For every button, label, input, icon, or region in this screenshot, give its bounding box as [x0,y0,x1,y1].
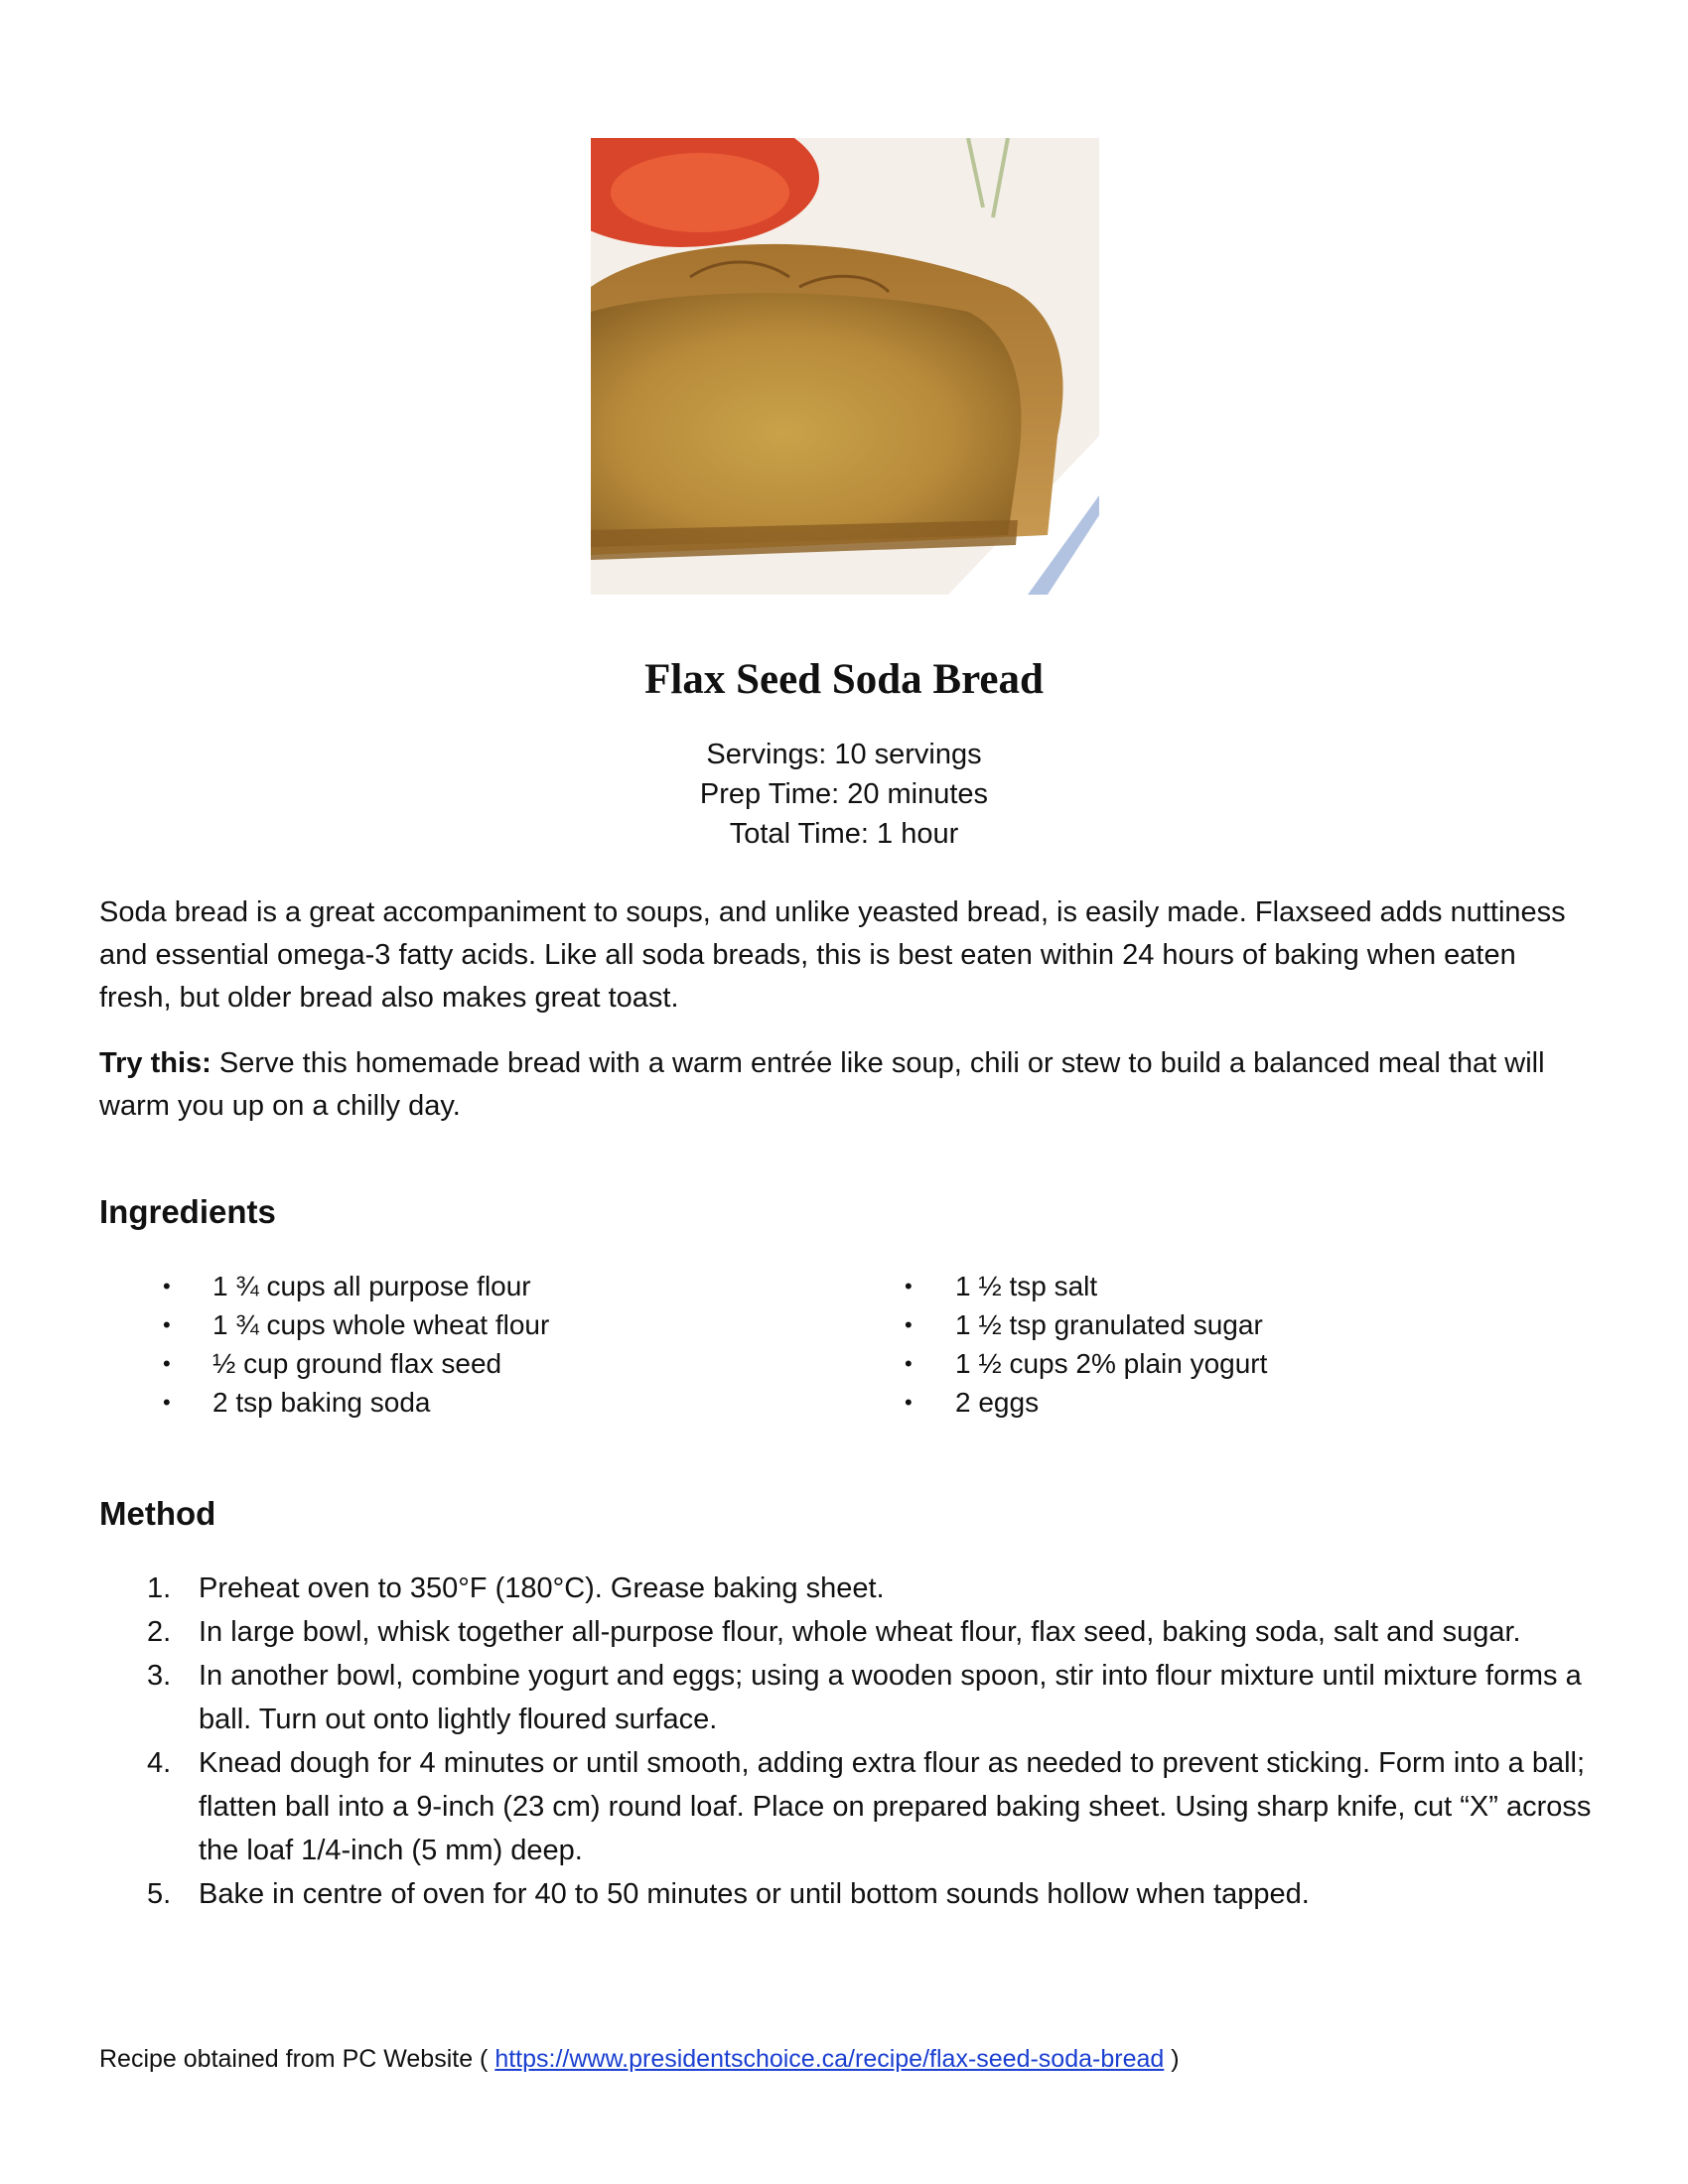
method-step [99,1872,1594,1916]
ingredients-list-right [905,1267,1268,1422]
prep-time: Prep Time: 20 minutes [699,778,989,810]
ingredient-item: • 2 tsp baking soda [212,1383,549,1422]
step-text: In another bowl, combine yogurt and eggs; using a wooden spoon, stir into flour mixture until mixture forms a ball. Turn out onto lightly floured surface. [199,1660,1582,1735]
servings: Servings: 10 servings [706,739,982,770]
bread-illustration [591,138,1099,595]
source-footer [99,2045,1180,2074]
step-number: 2. [147,1616,172,1648]
step-number: 5. [147,1878,172,1910]
tip-text: Serve this homemade bread with a warm entrée like soup, chili or stew to build a balanced meal that will warm you up on a chilly day. [99,1047,1545,1122]
bullet-icon: • [905,1390,913,1415]
method-step [99,1610,1594,1654]
method-steps [99,1567,1594,1916]
method-heading: Method [99,1495,216,1532]
ingredient-item: • 1 ½ tsp salt [955,1267,1267,1305]
step-text: In large bowl, whisk together all-purpose flour, whole wheat flour, flax seed, baking soda, salt and sugar. [199,1616,1521,1648]
method-step [99,1741,1594,1872]
ingredient-item: • 1 ½ tsp granulated sugar [955,1305,1267,1344]
recipe-description: Soda bread is a great accompaniment to soups, and unlike yeasted bread, is easily made. Flaxseed adds nuttiness and essential omega-3 fatty acids. Like all soda breads, this is best eaten within 24 hours of baking when eaten fresh, but older bread also makes great toast. [99,896,1566,1014]
footer-suffix: ) [1164,2045,1180,2073]
ingredient-item: • 1 ¾ cups whole wheat flour [212,1305,549,1344]
ingredients-list-left [163,1267,550,1422]
total-time: Total Time: 1 hour [729,818,959,850]
tip-label: Try this: [99,1047,211,1079]
ingredients-heading: Ingredients [99,1193,276,1230]
recipe-title: Flax Seed Soda Bread [644,656,1044,703]
recipe-tip [99,1042,1594,1128]
bullet-icon: • [163,1274,171,1298]
step-text: Knead dough for 4 minutes or until smooth, adding extra flour as needed to prevent sticking. Form into a ball; flatten ball into a 9-inch (23 cm) round loaf. Place on prepared baking sheet. Using sharp knife, cut “X” across the loaf 1/4-inch (5 mm) deep. [199,1747,1592,1866]
ingredient-item: • 1 ½ cups 2% plain yogurt [955,1344,1267,1383]
bullet-icon: • [905,1312,913,1337]
step-text: Preheat oven to 350°F (180°C). Grease baking sheet. [199,1572,885,1604]
step-number: 4. [147,1747,172,1779]
step-number: 1. [147,1572,172,1604]
footer-prefix: Recipe obtained from PC Website ( [99,2045,495,2073]
ingredient-item: • 2 eggs [955,1383,1267,1422]
bullet-icon: • [163,1390,171,1415]
bread-photo [591,138,1099,595]
bullet-icon: • [905,1351,913,1376]
source-link[interactable]: https://www.presidentschoice.ca/recipe/flax-seed-soda-bread [494,2045,1165,2073]
ingredient-item: • 1 ¾ cups all purpose flour [212,1267,549,1305]
bullet-icon: • [163,1312,171,1337]
ingredient-item: • ½ cup ground flax seed [212,1344,549,1383]
method-step [99,1567,1594,1610]
step-number: 3. [147,1660,172,1692]
bullet-icon: • [905,1274,913,1298]
method-step [99,1654,1594,1741]
bullet-icon: • [163,1351,171,1376]
step-text: Bake in centre of oven for 40 to 50 minutes or until bottom sounds hollow when tapped. [199,1878,1310,1910]
recipe-meta [0,735,1688,854]
